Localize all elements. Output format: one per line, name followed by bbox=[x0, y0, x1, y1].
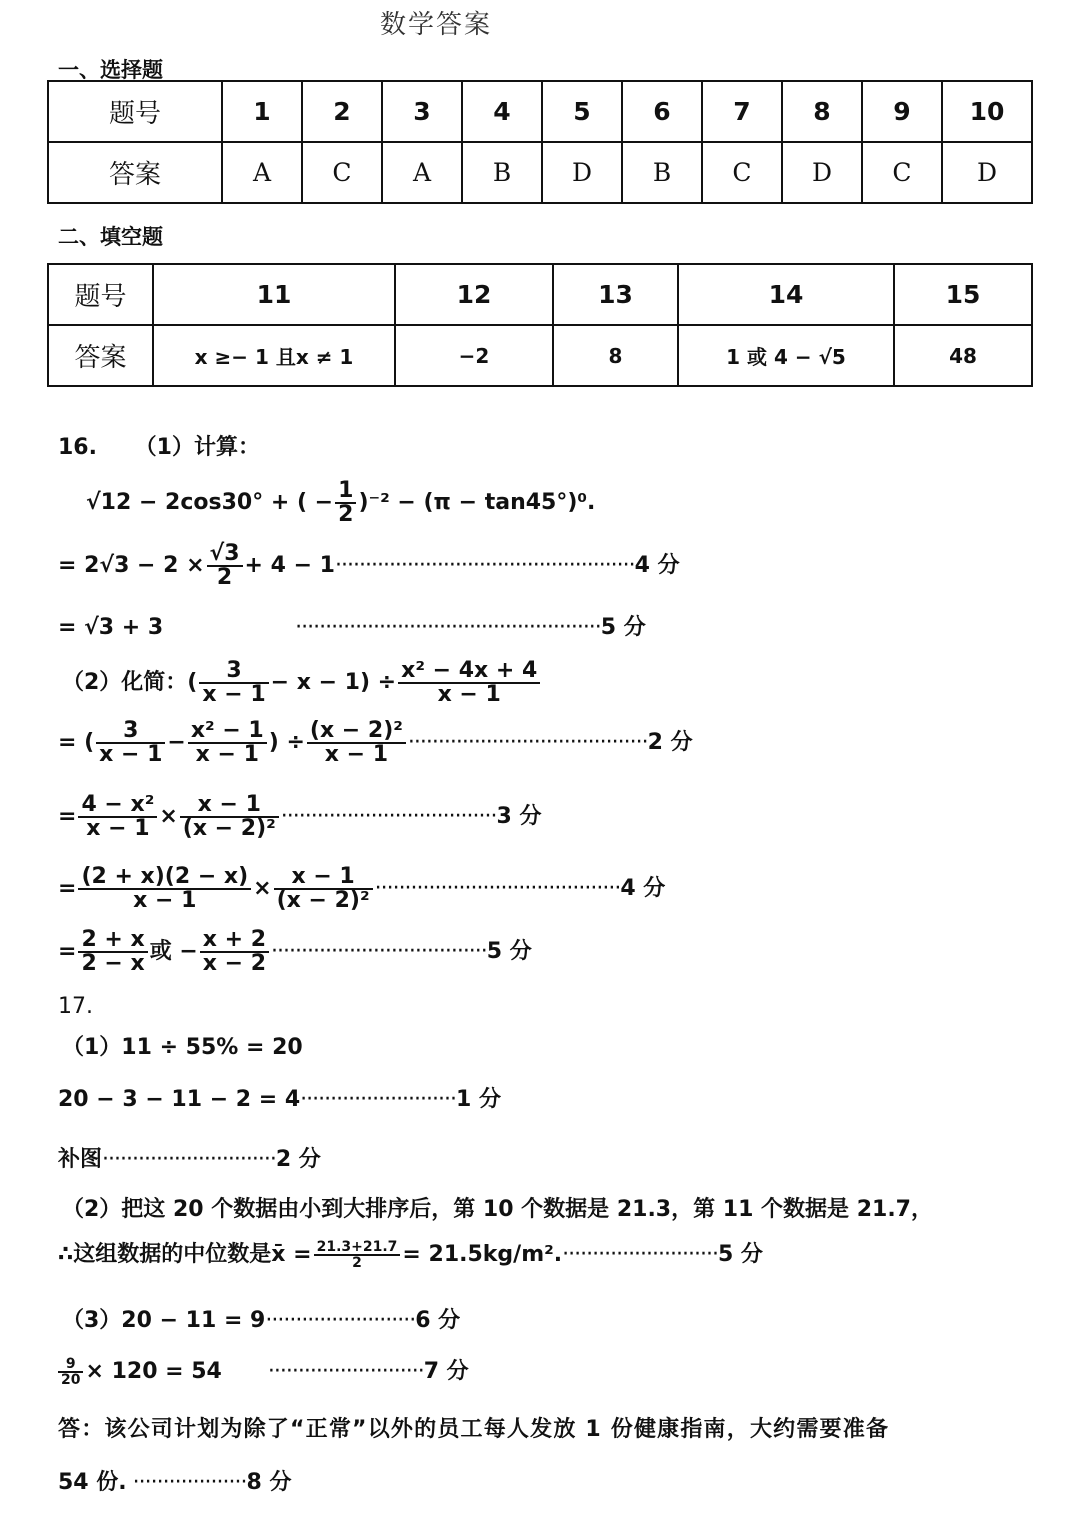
math-text: × bbox=[159, 804, 178, 829]
math-text: （3）20 − 11 = 9 bbox=[62, 1308, 266, 1333]
fraction bbox=[398, 660, 540, 706]
score-mark: 5 分 bbox=[600, 615, 646, 640]
leader-dots: ·························· bbox=[267, 1359, 424, 1384]
table-cell: 4 bbox=[462, 81, 542, 142]
table-cell: 13 bbox=[553, 264, 678, 325]
fraction bbox=[207, 543, 243, 589]
table-cell: 3 bbox=[382, 81, 462, 142]
fraction bbox=[314, 1240, 401, 1270]
fraction-numerator: (2 + x)(2 − x) bbox=[78, 866, 251, 890]
fraction-numerator: x − 1 bbox=[180, 794, 279, 818]
table-cell: 11 bbox=[153, 264, 395, 325]
math-text: 补图 bbox=[58, 1147, 103, 1172]
row-label-answer: 答案 bbox=[48, 325, 153, 386]
table-cell: A bbox=[382, 142, 462, 203]
table-cell: 9 bbox=[862, 81, 942, 142]
choice-answer-table bbox=[47, 80, 1033, 204]
table-row-numbers bbox=[48, 81, 1032, 142]
fraction-numerator: x² − 1 bbox=[188, 720, 267, 744]
row-label-answer: 答案 bbox=[48, 142, 222, 203]
table-cell: x ≥− 1 且x ≠ 1 bbox=[153, 325, 395, 386]
table-cell: 2 bbox=[302, 81, 382, 142]
fraction bbox=[200, 929, 269, 975]
q17-part-1-figure bbox=[58, 1149, 321, 1171]
score-mark: 3 分 bbox=[496, 804, 542, 829]
fraction-denominator: 2 bbox=[338, 502, 354, 527]
math-text: − x − 1) ÷ bbox=[270, 670, 397, 695]
table-cell: D bbox=[782, 142, 862, 203]
score-mark: 6 分 bbox=[415, 1308, 461, 1333]
table-row-answers bbox=[48, 142, 1032, 203]
expr-text: )⁻² − (π − tan45°)⁰. bbox=[358, 490, 596, 515]
score-mark: 2 分 bbox=[275, 1147, 321, 1172]
math-text: = 21.5kg/m². bbox=[402, 1242, 563, 1267]
math-text: 20 − 3 − 11 − 2 = 4 bbox=[58, 1087, 301, 1112]
fraction-denominator: 2 bbox=[352, 1255, 362, 1271]
math-text: = ( bbox=[58, 730, 95, 755]
score-mark: 1 分 bbox=[456, 1087, 501, 1112]
fraction-numerator: x + 2 bbox=[200, 929, 269, 953]
table-cell: 14 bbox=[678, 264, 894, 325]
score-mark: 8 分 bbox=[246, 1470, 292, 1495]
q16-part-2 bbox=[62, 660, 542, 706]
table-cell: 5 bbox=[542, 81, 622, 142]
score-mark: 7 分 bbox=[423, 1359, 469, 1384]
page-title: 数学答案 bbox=[380, 10, 493, 40]
fraction-denominator: x − 1 bbox=[133, 888, 197, 913]
row-label-number: 题号 bbox=[48, 81, 222, 142]
leader-dots: ·························· bbox=[562, 1242, 718, 1267]
table-cell: 48 bbox=[894, 325, 1032, 386]
fraction bbox=[96, 720, 165, 766]
table-cell: 1 或 4 − √5 bbox=[678, 325, 894, 386]
table-cell: 1 bbox=[222, 81, 302, 142]
part-title: （1）计算： bbox=[134, 435, 260, 460]
table-cell: 12 bbox=[395, 264, 553, 325]
fraction-denominator: x − 2 bbox=[202, 951, 267, 976]
score-mark: 5 分 bbox=[717, 1242, 763, 1267]
math-text: − bbox=[167, 730, 186, 755]
row-label-number: 题号 bbox=[48, 264, 153, 325]
math-text: × bbox=[253, 876, 272, 901]
fraction-denominator: (x − 2)² bbox=[182, 816, 276, 841]
table-cell: 8 bbox=[782, 81, 862, 142]
math-text: = √3 + 3 bbox=[58, 615, 164, 640]
fraction-denominator: x − 1 bbox=[195, 742, 259, 767]
table-cell: D bbox=[942, 142, 1032, 203]
fraction-denominator: 20 bbox=[61, 1372, 81, 1388]
leader-dots: ········································ bbox=[407, 730, 648, 755]
table-row-answers bbox=[48, 325, 1032, 386]
fraction bbox=[180, 794, 279, 840]
leader-dots: ························· bbox=[265, 1308, 416, 1333]
math-text: ∴这组数据的中位数是x̄ = bbox=[58, 1242, 312, 1267]
q16-step-6 bbox=[58, 929, 532, 975]
q17-part-3 bbox=[62, 1310, 460, 1332]
fraction bbox=[307, 720, 406, 766]
fraction-denominator: 2 − x bbox=[81, 951, 145, 976]
table-cell: 10 bbox=[942, 81, 1032, 142]
question-17-label: 17. bbox=[58, 994, 93, 1019]
part-title: （2）化简：( bbox=[62, 670, 198, 695]
table-cell: 8 bbox=[553, 325, 678, 386]
math-text: ) ÷ bbox=[268, 730, 305, 755]
q16-step-4 bbox=[58, 794, 542, 840]
q17-part-1-step bbox=[58, 1089, 501, 1111]
leader-dots: ········································· bbox=[374, 876, 621, 901]
table-cell: A bbox=[222, 142, 302, 203]
fraction-numerator: 21.3+21.7 bbox=[314, 1240, 401, 1256]
fill-answer-table bbox=[47, 263, 1033, 387]
fraction-denominator: x − 1 bbox=[86, 816, 150, 841]
fraction bbox=[78, 866, 251, 912]
fraction bbox=[335, 480, 356, 526]
fraction bbox=[78, 794, 157, 840]
math-text: 或 − bbox=[149, 939, 198, 964]
table-cell: −2 bbox=[395, 325, 553, 386]
math-text: = bbox=[58, 876, 77, 901]
math-text: × 120 = 54 bbox=[85, 1359, 222, 1384]
q16-step-3 bbox=[58, 720, 693, 766]
table-row-numbers bbox=[48, 264, 1032, 325]
q17-part-2-median bbox=[58, 1240, 763, 1270]
table-cell: D bbox=[542, 142, 622, 203]
leader-dots: ··················································· bbox=[295, 615, 601, 640]
leader-dots: ··················· bbox=[132, 1470, 247, 1495]
score-mark: 5 分 bbox=[486, 939, 532, 964]
q17-answer-end bbox=[58, 1472, 291, 1494]
fraction-denominator: x − 1 bbox=[202, 682, 266, 707]
fraction-numerator: x − 1 bbox=[274, 866, 373, 890]
q17-answer: 答：该公司计划为除了“正常”以外的员工每人发放 1 份健康指南，大约需要准备 bbox=[58, 1417, 890, 1442]
q16-step-2 bbox=[58, 617, 646, 639]
fraction bbox=[58, 1357, 83, 1387]
fraction-denominator: (x − 2)² bbox=[276, 888, 370, 913]
math-text: 54 份. bbox=[58, 1470, 127, 1495]
math-text: = 2√3 − 2 × bbox=[58, 553, 205, 578]
score-mark: 2 分 bbox=[647, 730, 693, 755]
math-text: + 4 − 1 bbox=[244, 553, 335, 578]
table-cell: 7 bbox=[702, 81, 782, 142]
fraction-numerator: √3 bbox=[207, 543, 243, 567]
leader-dots: ·················································· bbox=[335, 553, 635, 578]
fraction-denominator: x − 1 bbox=[437, 682, 501, 707]
q17-part-1: （1）11 ÷ 55% = 20 bbox=[62, 1035, 303, 1060]
q17-part-2: （2）把这 20 个数据由小到大排序后，第 10 个数据是 21.3，第 11 个数据是 21.7， bbox=[62, 1197, 933, 1222]
math-text: = bbox=[58, 804, 77, 829]
section-heading-choice: 一、选择题 bbox=[58, 58, 163, 82]
fraction-numerator: 4 − x² bbox=[78, 794, 157, 818]
section-heading-fill: 二、填空题 bbox=[58, 225, 163, 249]
fraction-numerator: 1 bbox=[335, 480, 356, 504]
fraction bbox=[78, 929, 147, 975]
fraction-denominator: 2 bbox=[216, 565, 233, 590]
fraction-numerator: x² − 4x + 4 bbox=[398, 660, 540, 684]
q16-step-5 bbox=[58, 866, 665, 912]
table-cell: B bbox=[462, 142, 542, 203]
fraction-denominator: x − 1 bbox=[99, 742, 163, 767]
fraction-numerator: 2 + x bbox=[78, 929, 147, 953]
fraction-numerator: 3 bbox=[96, 720, 165, 744]
expr-text: √12 − 2cos30° + ( − bbox=[86, 490, 334, 515]
score-mark: 4 分 bbox=[634, 553, 680, 578]
table-cell: 15 bbox=[894, 264, 1032, 325]
q16-step-1 bbox=[58, 543, 680, 589]
table-cell: C bbox=[302, 142, 382, 203]
fraction-numerator: (x − 2)² bbox=[307, 720, 406, 744]
question-16-label bbox=[58, 437, 260, 459]
fraction-numerator: 9 bbox=[58, 1357, 83, 1373]
leader-dots: ···································· bbox=[280, 804, 497, 829]
q17-part-3-result bbox=[56, 1357, 469, 1387]
math-text: = bbox=[58, 939, 77, 964]
fraction-denominator: x − 1 bbox=[324, 742, 389, 767]
table-cell: 6 bbox=[622, 81, 702, 142]
fraction bbox=[199, 660, 268, 706]
table-cell: C bbox=[862, 142, 942, 203]
question-number: 16. bbox=[58, 435, 97, 460]
leader-dots: ····························· bbox=[102, 1147, 276, 1172]
fraction bbox=[188, 720, 267, 766]
leader-dots: ···································· bbox=[271, 939, 487, 964]
table-cell: C bbox=[702, 142, 782, 203]
fraction bbox=[274, 866, 373, 912]
score-mark: 4 分 bbox=[620, 876, 666, 901]
leader-dots: ·························· bbox=[300, 1087, 456, 1112]
q16-expression bbox=[86, 480, 595, 526]
table-cell: B bbox=[622, 142, 702, 203]
fraction-numerator: 3 bbox=[199, 660, 268, 684]
